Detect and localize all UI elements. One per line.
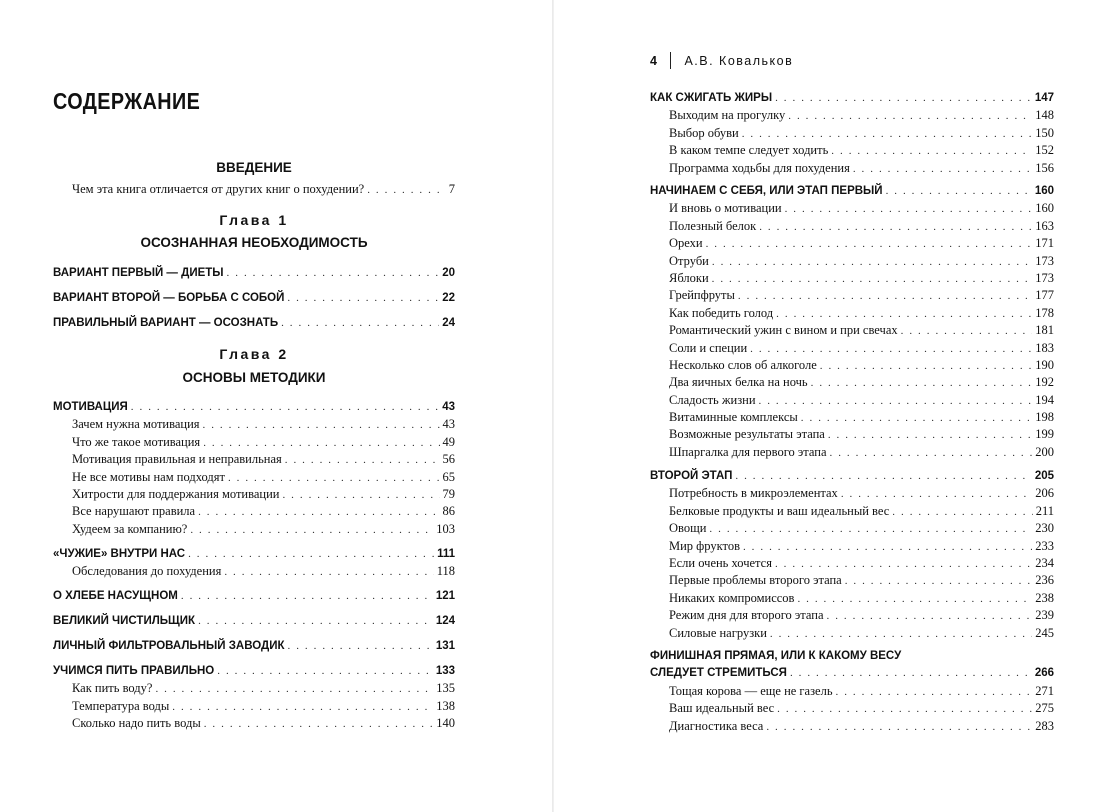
toc-entry — [53, 698, 455, 715]
toc-entry — [72, 181, 455, 198]
toc-entry — [53, 434, 455, 451]
dot-leader — [706, 236, 1033, 253]
toc-entry-page: 177 — [1035, 288, 1054, 303]
toc-entry-title: Обследования до похудения — [72, 564, 222, 579]
toc-entry — [53, 416, 455, 433]
toc-entry — [650, 107, 1054, 124]
toc-entry — [650, 485, 1054, 502]
toc-section-entry-title: ЛИЧНЫЙ ФИЛЬТРОВАЛЬНЫЙ ЗАВОДИК — [53, 640, 285, 652]
toc-entry — [53, 715, 455, 732]
dot-leader — [203, 435, 439, 452]
dot-leader — [288, 638, 433, 655]
toc-section-entry-title: ВАРИАНТ ВТОРОЙ — БОРЬБА С СОБОЙ — [53, 292, 285, 304]
toc-entry-title: Хитрости для поддержания мотивации — [72, 486, 280, 501]
toc-entry-page: 156 — [1035, 160, 1054, 175]
toc-entry-title: Ваш идеальный вес — [669, 701, 775, 716]
toc-entry — [650, 340, 1054, 357]
chapter-1-title: ОСОЗНАННАЯ НЕОБХОДИМОСТЬ — [140, 235, 368, 250]
toc-entry-title: Выходим на прогулку — [669, 108, 786, 123]
toc-section-entry-page: 20 — [442, 267, 455, 279]
toc-section-entry-title: КАК СЖИГАТЬ ЖИРЫ — [650, 92, 773, 104]
dot-leader — [770, 626, 1032, 643]
toc-section — [650, 468, 1054, 642]
chapter-1-entries — [53, 265, 455, 282]
dot-leader — [172, 699, 433, 716]
toc-entry-page: 271 — [1035, 683, 1054, 698]
toc-section-entry-title: МОТИВАЦИЯ — [53, 401, 128, 413]
toc-entry — [650, 322, 1054, 339]
toc-entry-page: 199 — [1035, 427, 1054, 442]
toc-section-entry — [53, 315, 455, 332]
toc-entry-title: Режим дня для второго этапа — [669, 608, 824, 623]
toc-entry-title: Не все мотивы нам подходят — [72, 469, 225, 484]
toc-entry-page: 178 — [1035, 305, 1054, 320]
toc-entry — [650, 590, 1054, 607]
dot-leader — [224, 564, 433, 581]
toc-entry-page: 230 — [1035, 521, 1054, 536]
toc-entry-page: 245 — [1035, 625, 1054, 640]
toc-entry — [650, 374, 1054, 391]
toc-entry — [650, 125, 1054, 142]
toc-entry — [650, 287, 1054, 304]
toc-section-entry — [650, 183, 1054, 200]
toc-entry — [650, 409, 1054, 426]
toc-entry-page: 7 — [448, 182, 455, 196]
toc-entry-page: 65 — [442, 469, 455, 484]
toc-section — [650, 90, 1054, 177]
toc-entry-title: Что же такое мотивация — [72, 434, 201, 449]
toc-entry-page: 194 — [1035, 392, 1054, 407]
chapter-2-label: Глава 2 — [219, 346, 289, 362]
toc-section-entry — [650, 665, 1054, 682]
toc-section-title-line: ФИНИШНАЯ ПРЯМАЯ, ИЛИ К КАКОМУ ВЕСУ — [650, 650, 902, 662]
toc-entry — [650, 160, 1054, 177]
toc-entry-title: Если очень хочется — [669, 555, 772, 570]
toc-section-entry-title: О ХЛЕБЕ НАСУЩНОМ — [53, 590, 178, 602]
toc-section — [53, 546, 455, 581]
toc-entry — [53, 486, 455, 503]
toc-entry-page: 236 — [1035, 573, 1054, 588]
toc-entry-title: Как пить воду? — [72, 681, 153, 696]
toc-entry — [650, 218, 1054, 235]
toc-section-entry-page: 22 — [442, 292, 455, 304]
toc-section — [53, 663, 455, 733]
dot-leader — [181, 588, 433, 605]
toc-section-entry — [53, 399, 455, 416]
toc-entry — [53, 521, 455, 538]
dot-leader — [742, 126, 1033, 143]
toc-entry-title: Потребность в микроэлементах — [669, 486, 838, 501]
dot-leader — [217, 663, 433, 680]
toc-section-entry-page: 111 — [437, 548, 455, 560]
toc-section — [53, 399, 455, 538]
toc-entry-title: Мотивация правильная и неправильная — [72, 452, 282, 467]
toc-entry-title: Выбор обуви — [669, 125, 739, 140]
dot-leader — [831, 143, 1032, 160]
toc-entry-page: 233 — [1035, 538, 1054, 553]
toc-section-entry — [53, 638, 455, 655]
toc-section-entry-page: 124 — [435, 615, 455, 627]
toc-entry-page: 49 — [442, 434, 455, 449]
toc-entry-page: 103 — [436, 521, 455, 536]
toc-entry-title: Два яичных белка на ночь — [669, 375, 808, 390]
toc-entry — [650, 718, 1054, 735]
toc-entry-title: Отруби — [669, 253, 709, 268]
toc-entry-title: Температура воды — [72, 698, 170, 713]
toc-entry — [53, 469, 455, 486]
toc-entry-page: 56 — [442, 452, 455, 467]
toc-entry-title: Программа ходьбы для похудения — [669, 160, 850, 175]
toc-entry-title: Соли и специи — [669, 340, 748, 355]
toc-section-entry-page: 24 — [442, 317, 455, 329]
dot-leader — [845, 573, 1033, 590]
dot-leader — [131, 399, 439, 416]
toc-section-entry — [53, 265, 455, 282]
toc-section-entry-page: 133 — [435, 665, 455, 677]
toc-entry — [53, 503, 455, 520]
dot-leader — [738, 288, 1032, 305]
dot-leader — [788, 108, 1032, 125]
toc-section-entry-title: НАЧИНАЕМ С СЕБЯ, ИЛИ ЭТАП ПЕРВЫЙ — [650, 185, 883, 197]
dot-leader — [282, 487, 439, 504]
toc-section — [53, 613, 455, 630]
toc-entry — [650, 503, 1054, 520]
left-page — [0, 0, 553, 812]
dot-leader — [797, 591, 1032, 608]
toc-entry-title: Яблоки — [669, 270, 709, 285]
dot-leader — [155, 681, 433, 698]
toc-entry — [650, 253, 1054, 270]
toc-entry-title: Сладость жизни — [669, 392, 756, 407]
toc-entry — [650, 270, 1054, 287]
toc-entry-page: 160 — [1035, 201, 1054, 216]
dot-leader — [777, 701, 1032, 718]
toc-entry-title: Овощи — [669, 521, 707, 536]
dot-leader — [785, 201, 1033, 218]
dot-leader — [190, 522, 433, 539]
toc-entry-title: Диагностика веса — [669, 718, 764, 733]
toc-section-entry-title: ПРАВИЛЬНЫЙ ВАРИАНТ — ОСОЗНАТЬ — [53, 317, 279, 329]
toc-section-entry-page: 43 — [442, 401, 455, 413]
chapter-1-label: Глава 1 — [219, 212, 289, 228]
toc-section-entry — [53, 290, 455, 307]
toc-section-entry — [53, 588, 455, 605]
toc-entry-page: 140 — [436, 716, 455, 731]
dot-leader — [227, 265, 440, 282]
toc-entry-page: 86 — [442, 504, 455, 519]
dot-leader — [735, 468, 1031, 485]
toc-entry-title: Романтический ужин с вином и при свечах — [669, 323, 898, 338]
toc-section-entry-title: ВТОРОЙ ЭТАП — [650, 470, 733, 482]
toc-section-entry-page: 147 — [1034, 92, 1054, 104]
dot-leader — [281, 315, 439, 332]
toc-entry — [53, 680, 455, 697]
header-divider — [670, 52, 671, 69]
toc-entry — [53, 451, 455, 468]
toc-entry-page: 183 — [1035, 340, 1054, 355]
toc-entry-page: 150 — [1035, 125, 1054, 140]
toc-entry-page: 148 — [1035, 108, 1054, 123]
toc-entry-title: Зачем нужна мотивация — [72, 417, 200, 432]
toc-entry-title: Все нарушают правила — [72, 504, 196, 519]
dot-leader — [759, 219, 1032, 236]
dot-leader — [285, 452, 440, 469]
dot-leader — [853, 161, 1032, 178]
toc-entry-title: И вновь о мотивации — [669, 201, 782, 216]
toc-entry-page: 43 — [442, 417, 455, 432]
page-title: СОДЕРЖАНИЕ — [53, 88, 201, 114]
toc-section — [650, 648, 1054, 735]
page-number: 4 — [650, 53, 659, 68]
dot-leader — [827, 608, 1033, 625]
dot-leader — [204, 716, 434, 733]
dot-leader — [901, 323, 1033, 340]
toc-entry-title: Сколько надо пить воды — [72, 716, 201, 731]
toc-entry-page: 171 — [1035, 236, 1054, 251]
toc-entry-page: 211 — [1035, 503, 1054, 518]
toc-entry-page: 163 — [1035, 218, 1054, 233]
toc-section-entry — [650, 468, 1054, 485]
toc-section — [53, 638, 455, 655]
dot-leader — [759, 393, 1033, 410]
chapter-2-title: ОСНОВЫ МЕТОДИКИ — [182, 370, 326, 385]
toc-entry-title: Мир фруктов — [669, 538, 740, 553]
toc-entry — [650, 357, 1054, 374]
toc-section-entry-page: 205 — [1034, 470, 1054, 482]
chapter-1-entries — [53, 315, 455, 332]
toc-entry-page: 206 — [1035, 486, 1054, 501]
toc-entry-title: В каком темпе следует ходить — [669, 143, 829, 158]
toc-section-entry-title: УЧИМСЯ ПИТЬ ПРАВИЛЬНО — [53, 665, 215, 677]
toc-entry-title: Силовые нагрузки — [669, 625, 767, 640]
dot-leader — [198, 504, 439, 521]
toc-entry — [650, 200, 1054, 217]
toc-entry-page: 79 — [442, 486, 455, 501]
dot-leader — [775, 90, 1032, 107]
toc-entry-page: 200 — [1035, 444, 1054, 459]
toc-section-entry-title: СЛЕДУЕТ СТРЕМИТЬСЯ — [650, 667, 787, 680]
toc-section — [650, 183, 1054, 461]
dot-leader — [811, 375, 1033, 392]
toc-entry-page: 173 — [1035, 253, 1054, 268]
toc-entry — [53, 563, 455, 580]
dot-leader — [828, 427, 1032, 444]
toc-entry — [650, 444, 1054, 461]
dot-leader — [743, 539, 1032, 556]
toc-entry-page: 135 — [436, 681, 455, 696]
toc-entry — [650, 305, 1054, 322]
toc-entry-page: 173 — [1035, 270, 1054, 285]
toc-section-entry-page: 160 — [1034, 185, 1054, 197]
dot-leader — [287, 290, 439, 307]
toc-entry-title: Грейпфруты — [669, 288, 735, 303]
dot-leader — [892, 504, 1032, 521]
toc-entry-title: Несколько слов об алкоголе — [669, 357, 817, 372]
dot-leader — [790, 665, 1032, 682]
dot-leader — [776, 306, 1032, 323]
toc-entry-title: Первые проблемы второго этапа — [669, 573, 842, 588]
dot-leader — [367, 182, 446, 199]
toc-entry — [650, 520, 1054, 537]
toc-entry — [650, 426, 1054, 443]
dot-leader — [801, 410, 1032, 427]
toc-entry-title: Шпаргалка для первого этапа — [669, 444, 827, 459]
chapter-1-entries — [53, 290, 455, 307]
toc-entry-page: 198 — [1035, 410, 1054, 425]
toc-entry — [650, 538, 1054, 555]
toc-section-entry-page: 266 — [1034, 667, 1054, 680]
dot-leader — [203, 417, 440, 434]
toc-section-entry-title: ВЕЛИКИЙ ЧИСТИЛЬЩИК — [53, 615, 196, 627]
toc-entry — [650, 572, 1054, 589]
toc-section-entry — [53, 613, 455, 630]
dot-leader — [766, 719, 1032, 736]
toc-entry-page: 152 — [1035, 143, 1054, 158]
toc-entry — [650, 625, 1054, 642]
author-name: А.В. Ковальков — [684, 53, 794, 68]
toc-entry — [650, 683, 1054, 700]
toc-section-entry-title: «ЧУЖИЕ» ВНУТРИ НАС — [53, 548, 186, 560]
toc-entry — [650, 607, 1054, 624]
dot-leader — [886, 183, 1032, 200]
dot-leader — [836, 684, 1033, 701]
toc-entry — [650, 555, 1054, 572]
toc-entry-title: Орехи — [669, 236, 703, 251]
toc-section-entry — [650, 90, 1054, 107]
toc-entry-page: 118 — [436, 564, 455, 579]
toc-entry-page: 234 — [1035, 555, 1054, 570]
toc-entry-title: Белковые продукты и ваш идеальный вес — [669, 503, 890, 518]
toc-entry-page: 138 — [436, 698, 455, 713]
toc-entry-page: 181 — [1035, 323, 1054, 338]
toc-entry-page: 238 — [1035, 590, 1054, 605]
toc-entry-title: Никаких компромиссов — [669, 590, 795, 605]
toc-entry-page: 190 — [1035, 357, 1054, 372]
toc-entry — [650, 235, 1054, 252]
running-header — [650, 52, 793, 69]
dot-leader — [820, 358, 1032, 375]
toc-entry-title: Возможные результаты этапа — [669, 427, 825, 442]
dot-leader — [709, 521, 1032, 538]
toc-section-entry-page: 131 — [435, 640, 455, 652]
toc-section-entry-title: ВАРИАНТ ПЕРВЫЙ — ДИЕТЫ — [53, 267, 224, 279]
toc-entry-page: 283 — [1035, 718, 1054, 733]
toc-entry — [650, 142, 1054, 159]
dot-leader — [712, 254, 1032, 271]
dot-leader — [830, 445, 1033, 462]
toc-entry-title: Витаминные комплексы — [669, 410, 798, 425]
intro-heading: ВВЕДЕНИЕ — [216, 160, 292, 175]
toc-entry-page: 192 — [1035, 375, 1054, 390]
toc-entry-title: Тощая корова — еще не газель — [669, 683, 833, 698]
dot-leader — [841, 486, 1032, 503]
toc-entry — [650, 700, 1054, 717]
toc-section-entry-page: 121 — [435, 590, 455, 602]
dot-leader — [750, 341, 1032, 358]
toc-section-entry — [53, 546, 455, 563]
dot-leader — [712, 271, 1033, 288]
toc-section-entry — [53, 663, 455, 680]
dot-leader — [198, 613, 433, 630]
toc-entry-title: Чем эта книга отличается от других книг о похудении? — [72, 182, 365, 196]
toc-entry-title: Полезный белок — [669, 218, 757, 233]
right-page — [554, 0, 1111, 812]
toc-entry-title: Как победить голод — [669, 305, 774, 320]
dot-leader — [775, 556, 1032, 573]
intro-entries — [72, 181, 455, 198]
toc-entry-page: 239 — [1035, 608, 1054, 623]
toc-entry-page: 275 — [1035, 701, 1054, 716]
toc-entry-title: Худеем за компанию? — [72, 521, 188, 536]
dot-leader — [188, 546, 434, 563]
toc-entry — [650, 392, 1054, 409]
toc-section — [53, 588, 455, 605]
dot-leader — [228, 470, 440, 487]
